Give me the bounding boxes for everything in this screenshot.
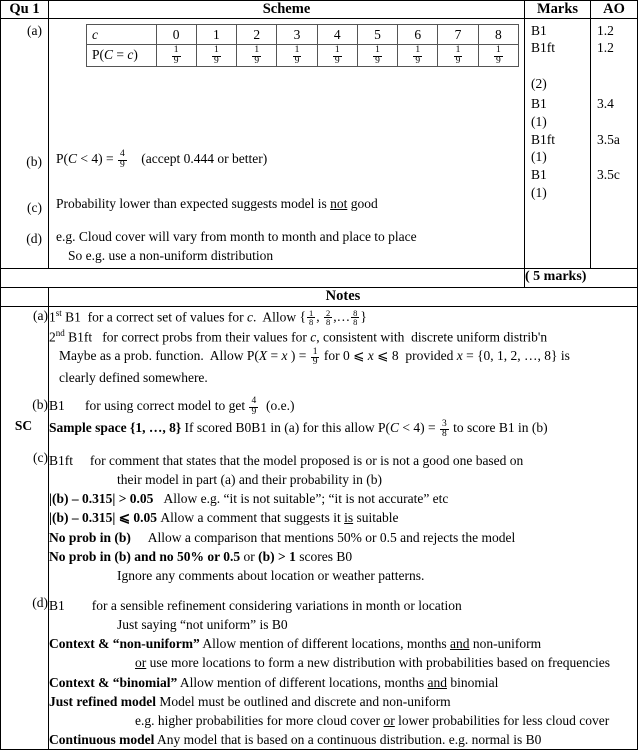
scheme-c-text-after: good [347, 195, 378, 211]
notes-sc-var: C [389, 420, 399, 436]
notes-d-bold6: Just refined model [49, 693, 156, 709]
dist-c-7: 7 [438, 24, 478, 44]
scheme-d-line1: e.g. Cloud cover will vary from month to month and place to place [56, 228, 417, 244]
ao-a-1: 1.2 [597, 22, 614, 38]
notes-d-text8: Any model that is based on a continuous distribution. e.g. normal is B0 [154, 732, 542, 748]
notes-a-ordinal-sup: st [55, 307, 62, 318]
notes-sc-text-c: to score B1 in (b) [449, 420, 548, 436]
marks-b [525, 93, 590, 131]
notes-d-text7a: e.g. higher probabilities for more cloud cover [135, 712, 384, 728]
notes-label-c: (c) [1, 449, 49, 594]
notes-d-text5b: binomial [446, 674, 499, 690]
notes-d-bold5: Context & “binomial” [49, 674, 178, 690]
ao-d [591, 166, 637, 202]
ao-a-2: 1.2 [597, 40, 614, 56]
notes-row-a [1, 306, 638, 395]
dist-c-5: 5 [357, 24, 397, 44]
notes-c-text1: for comment that states that the model proposed is or is not a good one based on [89, 452, 524, 468]
notes-content-a [49, 306, 638, 395]
ao-a [591, 19, 637, 93]
notes-label-sc: SC [1, 417, 49, 448]
scheme-d-line2: So e.g. use a non-uniform distribution [68, 247, 274, 263]
ao-d-1: 3.5c [597, 167, 620, 183]
notes-d-text3u: and [449, 636, 470, 652]
notes-c-bold3: |(b) – 0.315| > 0.05 [49, 491, 154, 507]
header-qu: Qu 1 [1, 1, 49, 19]
notes-c-line6 [49, 547, 637, 566]
notes-label-a: (a) [1, 306, 49, 395]
distribution-table [86, 24, 519, 68]
scheme-content-cell [49, 18, 525, 268]
notes-c-bold6: No prob in (b) and no 50% or 0.5 [49, 548, 241, 564]
mark-d-total: (1) [531, 184, 547, 200]
mark-d-1: B1 [531, 167, 547, 183]
notes-label-b: (b) [1, 396, 49, 417]
mark-a-total: (2) [531, 76, 547, 92]
notes-d-text7u: or [383, 712, 395, 728]
header-marks: Marks [525, 1, 591, 19]
notes-c-text6: scores B0 [295, 548, 353, 564]
mark-b-total: (1) [531, 113, 547, 129]
notes-a-set: { $\frac{1}{8}$ , $\frac{2}{8}$ ,… $\frac{8}{8}$ } [299, 307, 367, 328]
notes-c-text4b: suitable [353, 510, 399, 526]
notes-c-text3: Allow e.g. “it is not suitable”; “it is not accurate” etc [163, 491, 449, 507]
notes-d-text3b: non-uniform [469, 636, 542, 652]
notes-d-text3a: Allow mention of different locations, months [199, 636, 450, 652]
notes-d-text5a: Allow mention of different locations, months [177, 674, 428, 690]
notes-content-c [49, 449, 638, 594]
notes-a-line2: 2nd B1ft for correct probs from their values for c, consistent with discrete uniform distrib'n [49, 327, 548, 345]
marks-c [525, 131, 590, 167]
notes-sc-bold: Sample space {1, …, 8} [49, 420, 182, 436]
part-label-b: (b) [26, 153, 42, 169]
notes-row-c [1, 449, 638, 594]
dist-p-7: $\frac{1}{9}$ [438, 44, 478, 66]
mark-c-1: B1ft [531, 131, 556, 147]
notes-a-ordinal2-sup: nd [55, 327, 65, 338]
notes-sc-text-b: < 4) = [399, 420, 439, 436]
notes-c-line1 [49, 451, 637, 470]
notes-row-sc [1, 417, 638, 448]
scheme-a-content [49, 19, 524, 146]
mark-b-1: B1 [531, 95, 547, 111]
notes-c-line3 [49, 489, 637, 508]
header-ao: AO [591, 1, 638, 19]
dist-label-prob: P(C = c) [87, 44, 157, 66]
dist-c-0: 0 [156, 24, 196, 44]
dist-p-0: $\frac{1}{9}$ [156, 44, 196, 66]
notes-c-gap [49, 585, 637, 594]
notes-c-text5: Allow a comparison that mentions 50% or 0.5 and rejects the model [147, 529, 516, 545]
dist-c-3: 3 [277, 24, 317, 44]
part-label-c: (c) [27, 199, 42, 215]
marks-d [525, 166, 590, 202]
notes-a-gap [49, 387, 637, 396]
notes-d-text7b: lower probabilities for less cloud cover [394, 712, 610, 728]
dist-p-8: $\frac{1}{9}$ [478, 44, 518, 66]
notes-c-line5 [49, 528, 637, 547]
total-empty-scheme [49, 268, 525, 287]
total-empty-qu [1, 268, 49, 287]
scheme-c-text-before: Probability lower than expected suggests model is [56, 195, 331, 211]
notes-row-b [1, 396, 638, 417]
notes-b-oe: (o.e.) [265, 397, 295, 413]
dist-label-c [87, 24, 157, 44]
notes-c-text4u: is [344, 510, 354, 526]
notes-c-line7: Ignore any comments about location or weather patterns. [117, 567, 425, 583]
dist-p-3: $\frac{1}{9}$ [277, 44, 317, 66]
dist-var-c: c [92, 26, 98, 42]
notes-d-text5u: and [427, 674, 447, 690]
mark-a-1: B1 [531, 22, 547, 38]
notes-d-text6: Model must be outlined and discrete and non-uniform [156, 693, 451, 709]
notes-d-line5 [49, 673, 637, 692]
table-header-row [1, 1, 638, 19]
dist-p-6: $\frac{1}{9}$ [398, 44, 438, 66]
notes-c-line2: their model in part (a) and their probability in (b) [117, 472, 383, 488]
notes-content-b [49, 396, 638, 417]
notes-d-mark: B1 [49, 598, 65, 613]
part-label-a: (a) [27, 22, 42, 38]
notes-d-line6 [49, 692, 637, 711]
ao-b-1: 3.4 [597, 95, 614, 111]
dist-p-5: $\frac{1}{9}$ [357, 44, 397, 66]
notes-d-text1: for a sensible refinement considering variations in month or location [91, 598, 462, 613]
ao-c [591, 131, 637, 167]
notes-d-line3 [49, 634, 637, 653]
part-label-d: (d) [26, 230, 42, 246]
scheme-c-text-underlined: not [330, 195, 348, 211]
notes-c-bold6b: (b) > 1 [258, 548, 296, 564]
notes-d-bold3: Context & “non-uniform” [49, 636, 200, 652]
dist-c-4: 4 [317, 24, 357, 44]
notes-d-line8 [49, 730, 637, 749]
notes-header-row [1, 287, 638, 306]
ao-b [591, 93, 637, 131]
notes-c-line4 [49, 508, 637, 527]
total-marks: ( 5 marks) [525, 268, 638, 287]
dist-p-2: $\frac{1}{9}$ [237, 44, 277, 66]
notes-c-text4a: Allow a comment that suggests it [160, 510, 345, 526]
notes-b-line: B1 for using correct model to get $\frac{4}{9}$ (o.e.) [49, 396, 295, 417]
notes-header-empty [1, 287, 49, 306]
notes-label-d: (d) [1, 594, 49, 750]
dist-p-4: $\frac{1}{9}$ [317, 44, 357, 66]
notes-c-bold4: |(b) – 0.315| ⩽ 0.05 [49, 510, 158, 526]
notes-b-text: for using correct model to get [85, 397, 246, 413]
notes-a-line4: clearly defined somewhere. [59, 369, 208, 385]
dist-c-8: 8 [478, 24, 518, 44]
notes-c-mid6: or [240, 548, 259, 564]
notes-a-line3: Maybe as a prob. function. Allow P(X = x ) = $\frac{1}{9}$ for 0 ⩽ x ⩽ 8 provided x = {0, 1, 2, …, 8} is [59, 346, 570, 368]
notes-d-text4: use more locations to form a new distribution with probabilities based on frequencies [146, 655, 611, 671]
notes-sc-text-a: If scored B0B1 in (a) for this allow P( [181, 420, 390, 436]
distribution-row-prob [87, 44, 519, 66]
scheme-d-content [49, 225, 524, 268]
dist-p-1: $\frac{1}{9}$ [196, 44, 236, 66]
notes-content-sc [49, 417, 638, 448]
dist-c-6: 6 [398, 24, 438, 44]
distribution-row-c [87, 24, 519, 44]
notes-content-d [49, 594, 638, 750]
notes-a-line1: 1st B1 for a correct set of values for c. Allow { $\frac{1}{8}$ , $\frac{2}{8}$ ,… $\frac{8}{8}$ } [49, 307, 367, 328]
scheme-body-row [1, 18, 638, 268]
dist-c-1: 1 [196, 24, 236, 44]
notes-c-mark: B1ft [49, 452, 74, 468]
mark-c-total: (1) [531, 149, 547, 165]
total-marks-row [1, 268, 638, 287]
marks-a [525, 19, 590, 93]
notes-d-line1 [49, 596, 637, 615]
notes-c-bold5: No prob in (b) [49, 529, 131, 545]
notes-d-line4 [49, 653, 637, 672]
notes-sc-line: Sample space {1, …, 8} If scored B0B1 in (a) for this allow P(C < 4) = $\frac{3}{8}$ to score B1 in (b) [49, 418, 548, 440]
ao-column-cell [591, 18, 638, 268]
dist-c-2: 2 [237, 24, 277, 44]
notes-header: Notes [49, 287, 638, 306]
header-scheme: Scheme [49, 1, 525, 19]
notes-b-mark: B1 [49, 397, 65, 413]
scheme-c-content [49, 191, 524, 225]
notes-d-or4: or [135, 655, 147, 671]
notes-sc-gap [49, 440, 637, 449]
scheme-b-content: P(C < 4) = $\frac{4}{9}$ (accept 0.444 or better) [56, 149, 268, 170]
scheme-part-labels-cell [1, 18, 49, 268]
notes-row-d [1, 594, 638, 750]
notes-d-bold8: Continuous model [49, 732, 155, 748]
notes-d-line2: Just saying “not uniform” is B0 [117, 617, 288, 633]
mark-a-2: B1ft [531, 40, 556, 56]
marks-column-cell [525, 18, 591, 268]
scheme-b-accept: (accept 0.444 or better) [141, 150, 268, 166]
notes-d-line7 [49, 711, 637, 730]
ao-c-1: 3.5a [597, 131, 620, 147]
